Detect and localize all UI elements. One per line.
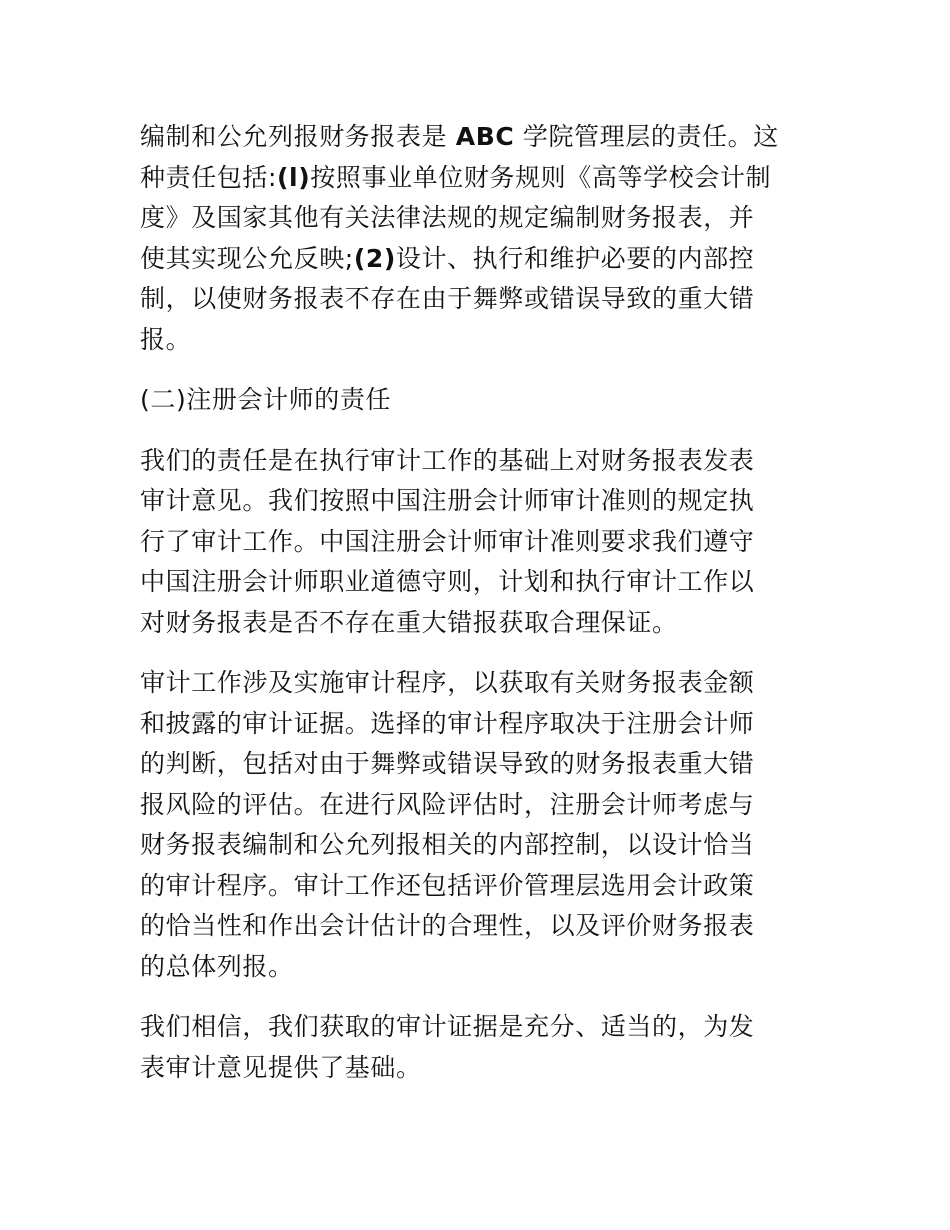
bold-text: (2) [353,243,396,273]
text-line: 我们相信，我们获取的审计证据是充分、适当的，为发 [140,1012,755,1041]
text-line: 我们的责任是在执行审计工作的基础上对财务报表发表 [140,445,755,475]
text-line: 的恰当性和作出会计估计的合理性，以及评价财务报表 [140,911,755,940]
text-line: 行了审计工作。中国注册会计师审计准则要求我们遵守 [140,526,755,556]
section-heading [140,380,820,421]
paragraph-conclusion [140,1007,820,1088]
text-line: 表审计意见提供了基础。 [140,1052,422,1082]
paragraph-management-responsibility [140,117,820,360]
paragraph-auditor-responsibility [140,441,820,644]
text-line: 的审计程序。审计工作还包括评价管理层选用会计政策 [140,870,755,900]
document-page [140,117,820,1088]
text-line: 财务报表编制和公允列报相关的内部控制，以设计恰当 [140,830,755,859]
text-line: 审计意见。我们按照中国注册会计师审计准则的规定执 [140,486,755,515]
text-line: 的总体列报。 [140,951,294,981]
text-line: 种责任包括:(l)按照事业单位财务规则《高等学校会计制 [140,162,772,192]
bold-text: ABC [455,122,515,151]
paragraph-audit-procedures [140,663,820,987]
bold-text: (l) [277,162,311,192]
text-line: 编制和公允列报财务报表是 ABC 学院管理层的责任。这 [140,122,779,151]
text-line: 审计工作涉及实施审计程序，以获取有关财务报表金额 [140,668,755,697]
text-line: 和披露的审计证据。选择的审计程序取决于注册会计师 [140,708,755,738]
text-line: 使其实现公允反映;(2)设计、执行和维护必要的内部控 [140,243,755,273]
text-line: (二)注册会计师的责任 [140,385,392,414]
text-line: 报。 [140,324,192,354]
text-line: 中国注册会计师职业道德守则，计划和执行审计工作以 [140,567,755,596]
text-line: 制，以使财务报表不存在由于舞弊或错误导致的重大错 [140,284,755,313]
text-line: 报风险的评估。在进行风险评估时，注册会计师考虑与 [140,789,755,819]
text-line: 度》及国家其他有关法律法规的规定编制财务报表，并 [140,203,755,232]
text-line: 的判断，包括对由于舞弊或错误导致的财务报表重大错 [140,749,755,778]
text-line: 对财务报表是否不存在重大错报获取合理保证。 [140,607,678,637]
